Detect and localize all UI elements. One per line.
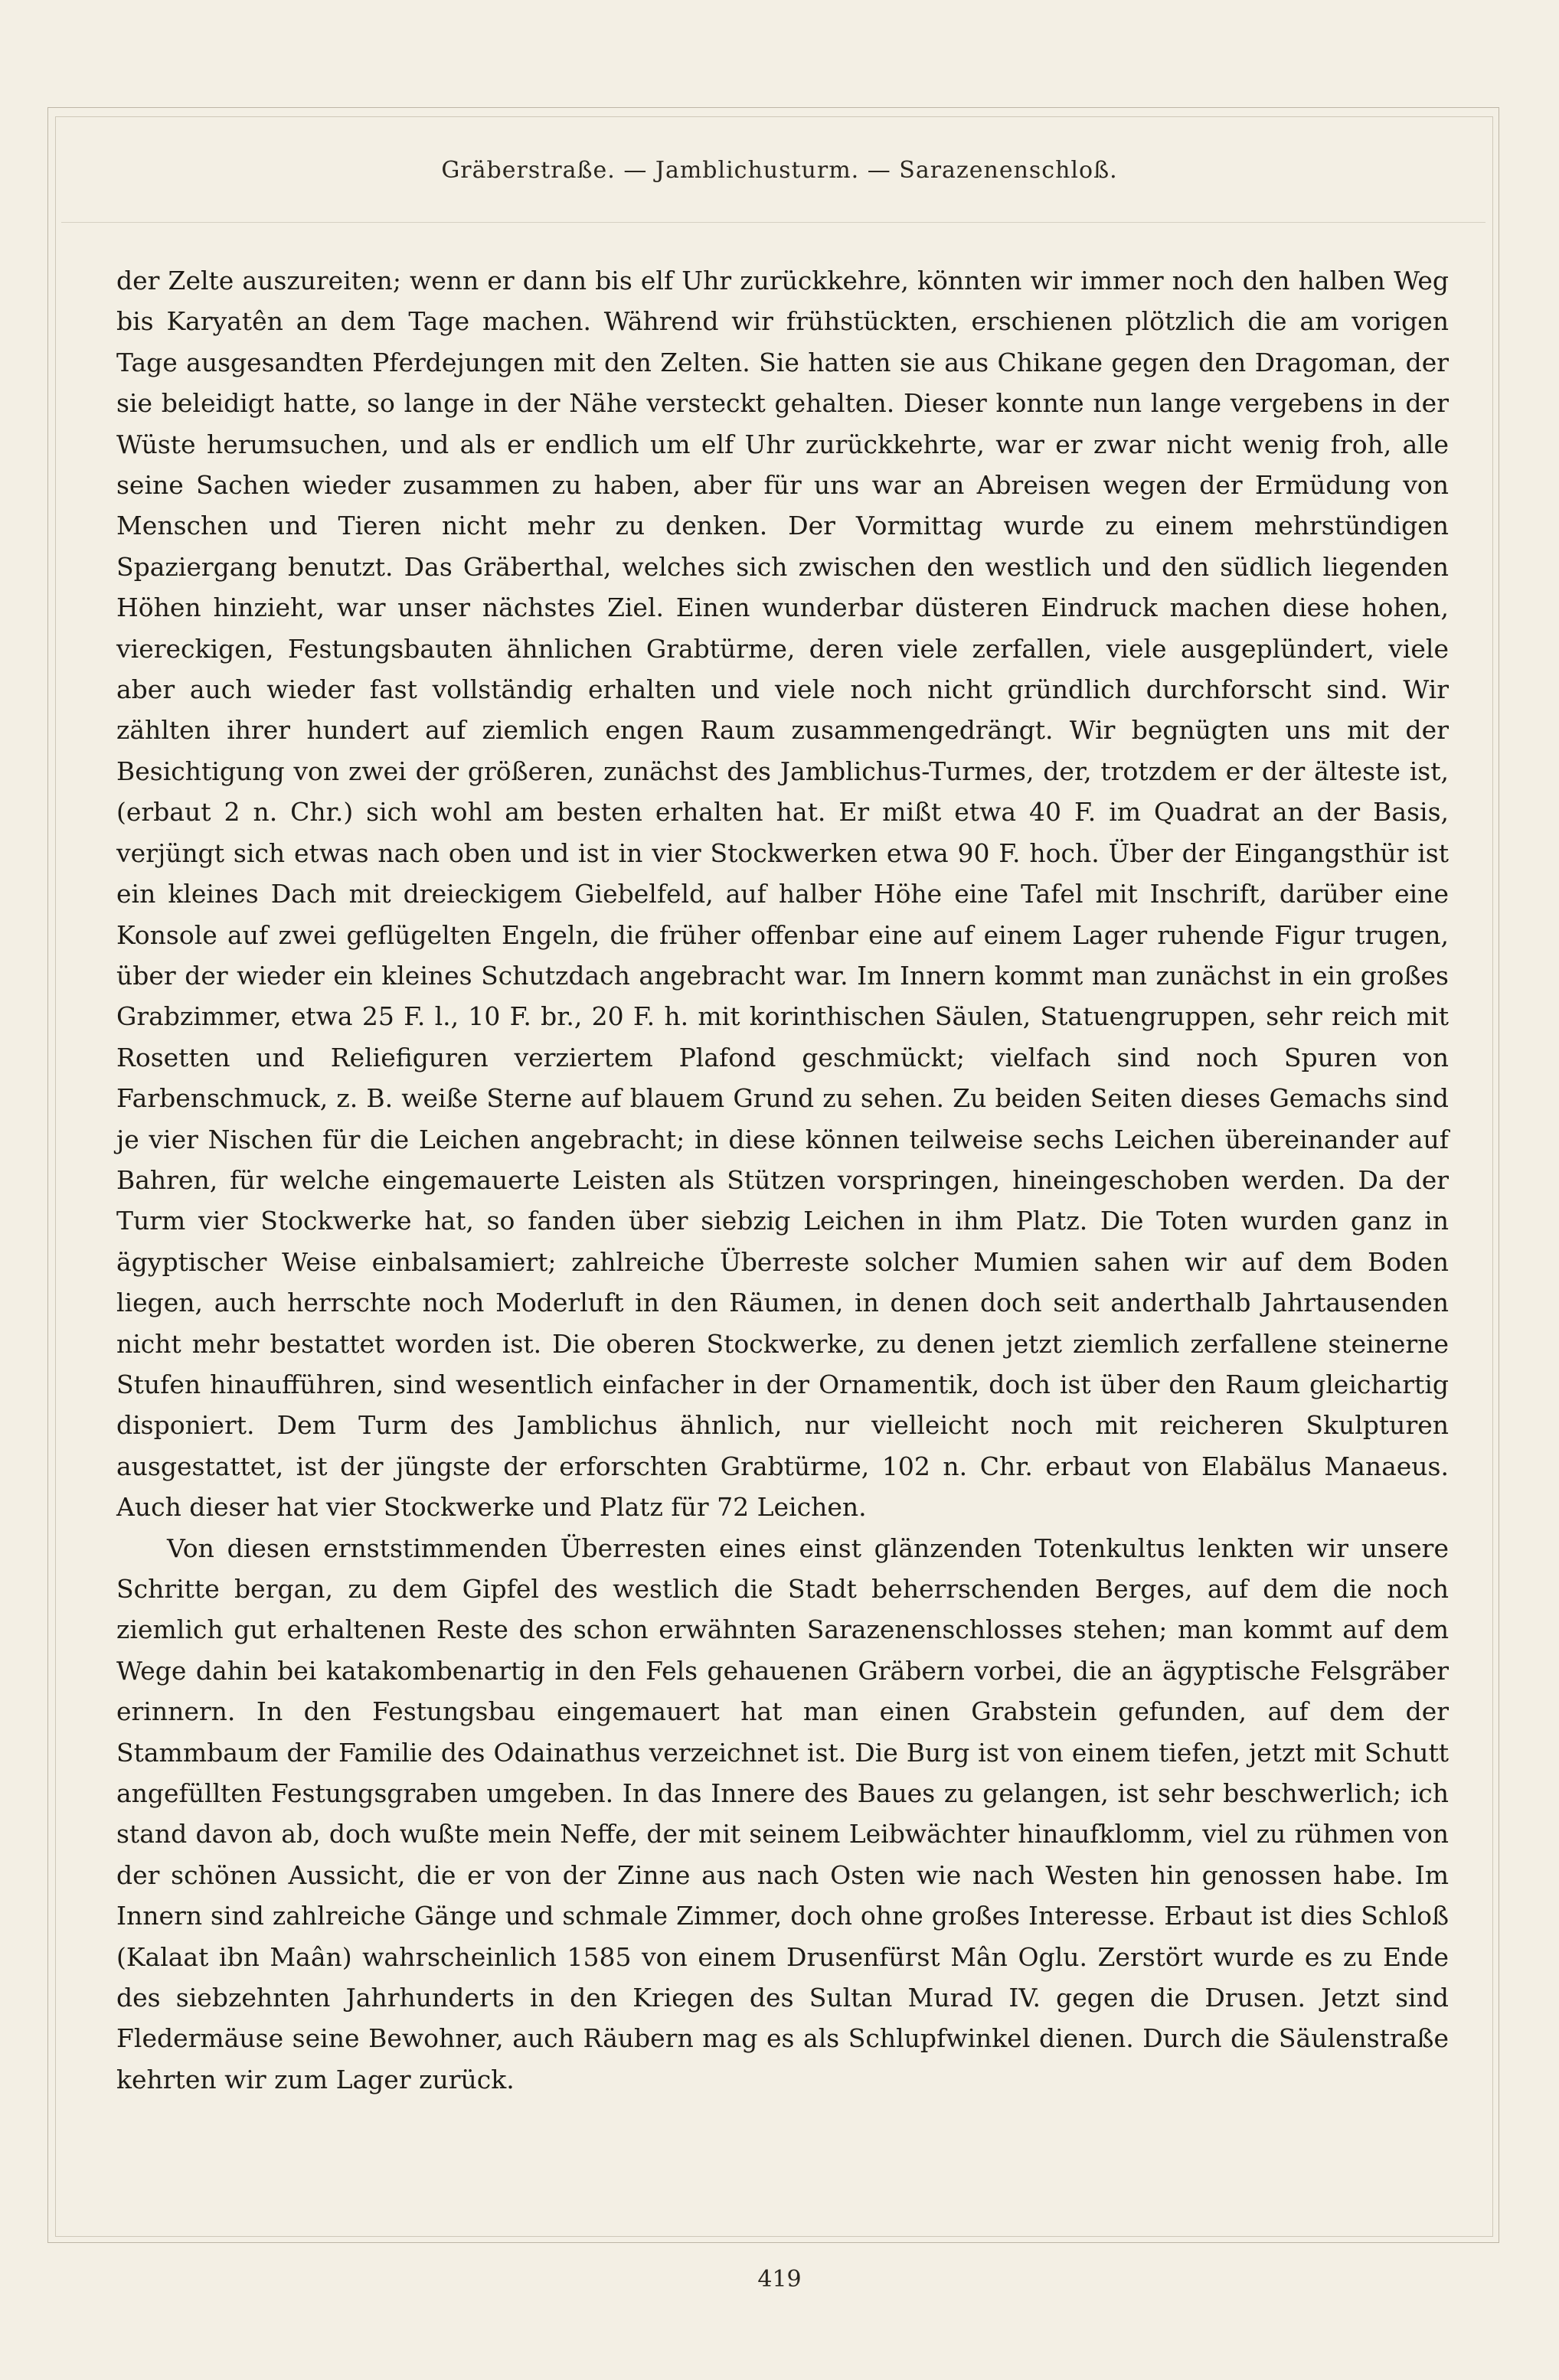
paragraph: Von diesen ernststimmenden Überresten eines einst glänzenden Totenkultus lenkten wir unsere Schritte bergan, zu dem Gipfel des westlich die Stadt beherrschenden Berges, auf dem die noch ziemlich gut erhaltenen Reste des schon erwähnten Sarazenenschlosses stehen; man kommt auf dem Wege dahin bei katakombenartig in den Fels gehauenen Gräbern vorbei, die an ägyptische Felsgräber erinnern. In den Festungsbau eingemauert hat man einen Grabstein gefunden, auf dem der Stammbaum der Familie des Odainathus verzeichnet ist. Die Burg ist von einem tiefen, jetzt mit Schutt angefüllten Festungsgraben umgeben. In das Innere des Baues zu gelangen, ist sehr beschwerlich; ich stand davon ab, doch wußte mein Neffe, der mit seinem Leibwächter hinaufklomm, viel zu rühmen von der schönen Aussicht, die er von der Zinne aus nach Osten wie nach Westen hin genossen habe. Im Innern sind zahlreiche Gänge und schmale Zimmer, doch ohne großes Interesse. Erbaut ist dies Schloß (Kalaat ibn Maân) wahrscheinlich 1585 von einem Drusenfürst Mân Oglu. Zerstört wurde es zu Ende des siebzehnten Jahrhunderts in den Kriegen des Sultan Murad IV. gegen die Drusen. Jetzt sind Fledermäuse seine Bewohner, auch Räubern mag es als Schlupfwinkel dienen. Durch die Säulenstraße kehrten wir zum Lager zurück. [116, 1533, 1449, 2094]
paragraph: der Zelte auszureiten; wenn er dann bis elf Uhr zurückkehre, könnten wir immer noch den halben Weg bis Karyatên an dem Tage machen. Während wir frühstückten, erschienen plötzlich die am vorigen Tage ausgesandten Pferdejungen mit den Zelten. Sie hatten sie aus Chikane gegen den Dragoman, der sie beleidigt hatte, so lange in der Nähe versteckt gehalten. Dieser konnte nun lange vergebens in der Wüste herumsuchen, und als er endlich um elf Uhr zurückkehrte, war er zwar nicht wenig froh, alle seine Sachen wieder zusammen zu haben, aber für uns war an Abreisen wegen der Ermüdung von Menschen und Tieren nicht mehr zu denken. Der Vormittag wurde zu einem mehrstündigen Spaziergang benutzt. Das Gräberthal, welches sich zwischen den westlich und den südlich liegenden Höhen hinzieht, war unser nächstes Ziel. Einen wunderbar düsteren Eindruck machen diese hohen, viereckigen, Festungsbauten ähnlichen Grabtürme, deren viele zerfallen, viele ausgeplündert, viele aber auch wieder fast vollständig erhalten und viele noch nicht gründlich durchforscht sind. Wir zählten ihrer hundert auf ziemlich engen Raum zusammengedrängt. Wir begnügten uns mit der Besichtigung von zwei der größeren, zunächst des Jamblichus-Turmes, der, trotzdem er der älteste ist, (erbaut 2 n. Chr.) sich wohl am besten erhalten hat. Er mißt etwa 40 F. im Quadrat an der Basis, verjüngt sich etwas nach oben und ist in vier Stockwerken etwa 90 F. hoch. Über der Eingangsthür ist ein kleines Dach mit dreieckigem Giebelfeld, auf halber Höhe eine Tafel mit Inschrift, darüber eine Konsole auf zwei geflügelten Engeln, die früher offenbar eine auf einem Lager ruhende Figur trugen, über der wieder ein kleines Schutzdach angebracht war. Im Innern kommt man zunächst in ein großes Grabzimmer, etwa 25 F. l., 10 F. br., 20 F. h. mit korinthischen Säulen, Statuengruppen, sehr reich mit Rosetten und Reliefiguren verziertem Plafond geschmückt; vielfach sind noch Spuren von Farbenschmuck, z. B. weiße Sterne auf blauem Grund zu sehen. Zu beiden Seiten dieses Gemachs sind je vier Nischen für die Leichen angebracht; in diese können teilweise sechs Leichen übereinander auf Bahren, für welche eingemauerte Leisten als Stützen vorspringen, hineingeschoben werden. Da der Turm vier Stockwerke hat, so fanden über siebzig Leichen in ihm Platz. Die Toten wurden ganz in ägyptischer Weise einbalsamiert; zahlreiche Überreste solcher Mumien sahen wir auf dem Boden liegen, auch herrschte noch Moderluft in den Räumen, in denen doch seit anderthalb Jahrtausenden nicht mehr bestattet worden ist. Die oberen Stockwerke, zu denen jetzt ziemlich zerfallene steinerne Stufen hinaufführen, sind wesentlich einfacher in der Ornamentik, doch ist über den Raum gleichartig disponiert. Dem Turm des Jamblichus ähnlich, nur vielleicht noch mit reicheren Skulpturen ausgestattet, ist der jüngste der erforschten Grabtürme, 102 n. Chr. erbaut von Elabälus Manaeus. Auch dieser hat vier Stockwerke und Platz für 72 Leichen. [116, 266, 1449, 1523]
header-rule [61, 222, 1485, 223]
page-number: 419 [757, 2266, 802, 2293]
body-text [116, 260, 1449, 2100]
running-head: Gräberstraße. — Jamblichusturm. — Sarazenenschloß. [441, 157, 1118, 184]
